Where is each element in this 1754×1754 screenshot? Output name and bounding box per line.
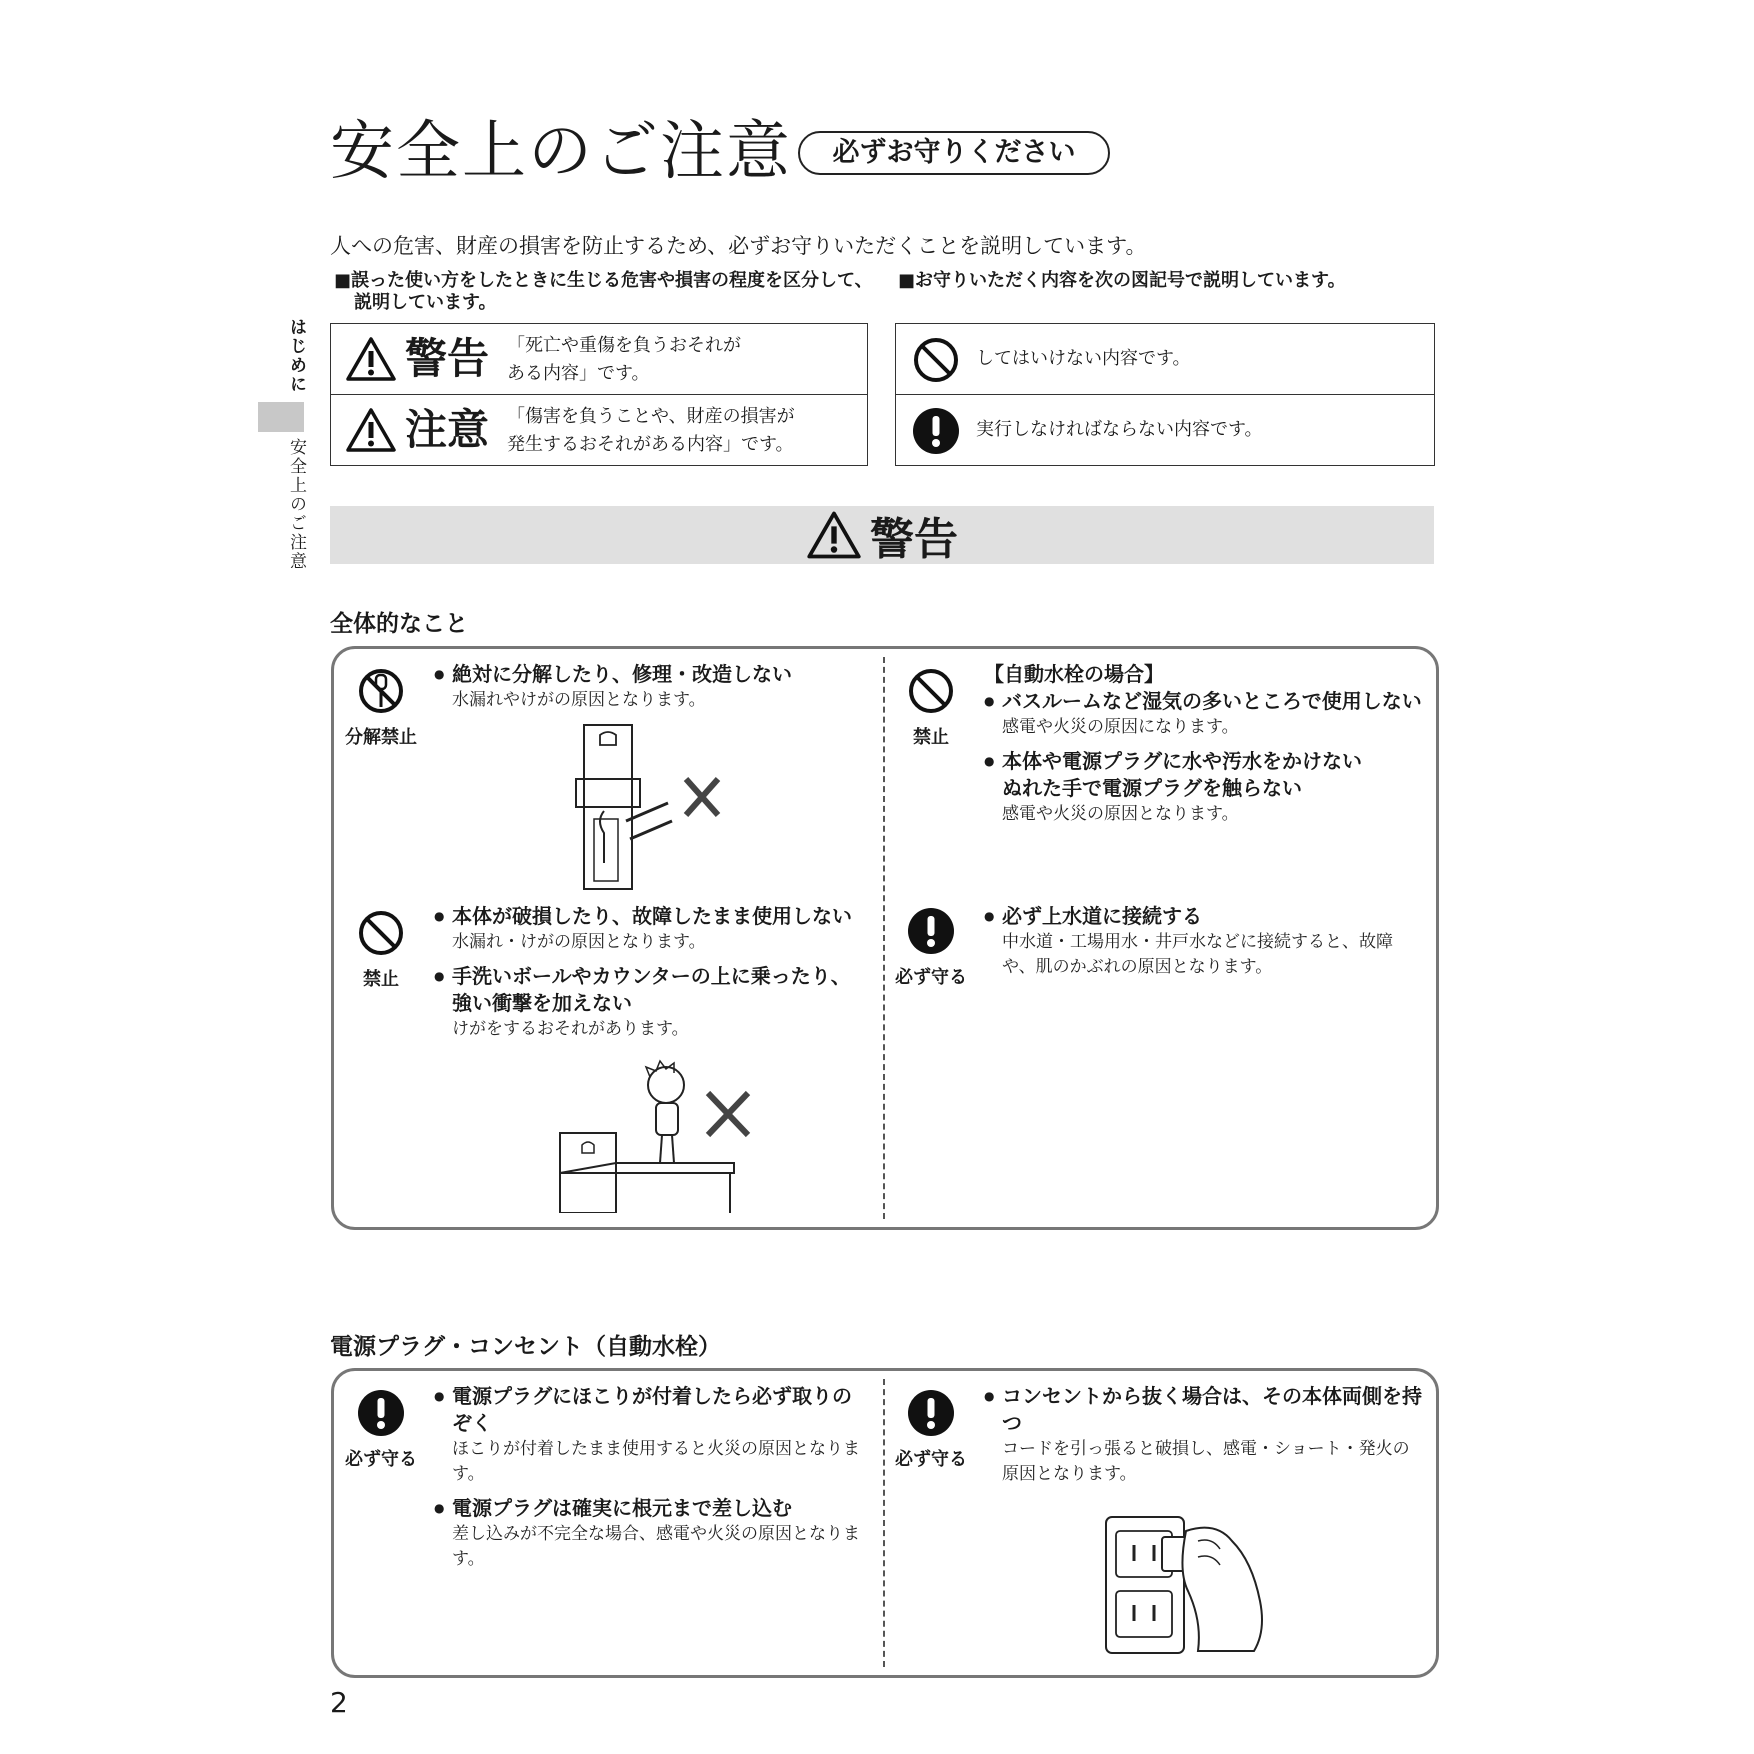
no-damaged-use-item: ● 本体が破損したり、故障したまま使用しない 水漏れ・けがの原因となります。 ● 手洗いボールやカウンターの上に乗ったり、 強い衝撃を加えない けがをするおそれがあります。 (434, 903, 854, 1050)
water-connection-item: ● 必ず上水道に接続する 中水道・工場用水・井戸水などに接続すると、故障や、肌のかぶれの原因となります。 (984, 903, 1424, 988)
section-plug-heading: 電源プラグ・コンセント（自動水栓） (330, 1334, 721, 1360)
prohibit-desc: してはいけない内容です。 (976, 348, 1191, 369)
plug-dust-item: ● 電源プラグにほこりが付着したら必ず取りのぞく ほこりが付着したまま使用すると火災の原因となります。 ● 電源プラグは確実に根元まで差し込む 差し込みが不完全な場合、感電や火災の原因となります。 (434, 1383, 864, 1580)
column-divider (883, 1379, 885, 1667)
prohibit-symbol: 禁止 (336, 909, 426, 991)
caution-triangle-icon (345, 407, 397, 453)
column-divider (883, 657, 885, 1219)
side-marker (258, 402, 304, 432)
legend-mandatory-row (896, 394, 1434, 465)
warning-banner (330, 506, 1434, 564)
section-plug-box (331, 1368, 1439, 1678)
warning-triangle-icon (345, 336, 397, 382)
page-number: 2 (330, 1686, 348, 1719)
no-disassembly-symbol: 分解禁止 (336, 667, 426, 749)
intro-text: 人への危害、財産の損害を防止するため、必ずお守りいただくことを説明しています。 (330, 234, 1147, 258)
mandatory-symbol: 必ず守る (886, 1389, 976, 1471)
warning-desc: 「死亡や重傷を負うおそれが ある内容」です。 (507, 335, 741, 384)
page-title: 安全上のご注意 (330, 115, 792, 189)
must-follow-badge: 必ずお守りください (798, 131, 1110, 175)
mandatory-symbol: 必ず守る (336, 1389, 426, 1471)
mandatory-icon (907, 1389, 955, 1437)
outlet-hand-illustration (1102, 1511, 1282, 1661)
warning-triangle-icon (806, 510, 862, 560)
prohibit-symbol: 禁止 (886, 667, 976, 749)
unplug-item: ● コンセントから抜く場合は、その本体両側を持つ コードを引っ張ると破損し、感電・ショート・発火の原因となります。 (984, 1383, 1424, 1495)
prohibit-icon (907, 667, 955, 715)
warning-banner-label: 警告 (870, 514, 958, 565)
mandatory-icon (912, 407, 960, 455)
section-general-heading: 全体的なこと (330, 611, 468, 637)
side-chapter: はじめに (286, 318, 306, 394)
sink-tools-illustration (564, 719, 764, 891)
mandatory-symbol: 必ず守る (886, 907, 976, 989)
child-on-counter-illustration (558, 1053, 770, 1213)
no-disassembly-item: ● 絶対に分解したり、修理・改造しない 水漏れやけがの原因となります。 (434, 661, 854, 721)
symbol-legend (895, 323, 1435, 466)
signal-word-legend (330, 323, 868, 466)
note-right: ■お守りいただく内容を次の図記号で説明しています。 (898, 270, 1346, 291)
prohibit-icon (912, 336, 960, 384)
legend-caution-row (331, 394, 867, 465)
warning-word: 警告 (405, 334, 490, 383)
legend-warning-row (331, 324, 867, 394)
mandatory-icon (357, 1389, 405, 1437)
mandatory-icon (907, 907, 955, 955)
mandatory-desc: 実行しなければならない内容です。 (976, 419, 1263, 440)
prohibit-icon (357, 909, 405, 957)
caution-word: 注意 (405, 405, 490, 454)
caution-desc: 「傷害を負うことや、財産の損害が 発生するおそれがある内容」です。 (507, 406, 795, 455)
note-left: ■誤った使い方をしたときに生じる危害や損害の程度を区分して、 説明しています。 (334, 270, 873, 313)
section-general-box (331, 646, 1439, 1230)
legend-prohibit-row (896, 324, 1434, 394)
side-section: 安全上のご注意 (286, 438, 306, 571)
auto-faucet-item: 【自動水栓の場合】 ● バスルームなど湿気の多いところで使用しない 感電や火災の原因になります。 ● 本体や電源プラグに水や汚水をかけない ぬれた手で電源プラグを触らない 感電や火災の原因となります。 (984, 661, 1424, 835)
no-disassembly-icon (357, 667, 405, 715)
